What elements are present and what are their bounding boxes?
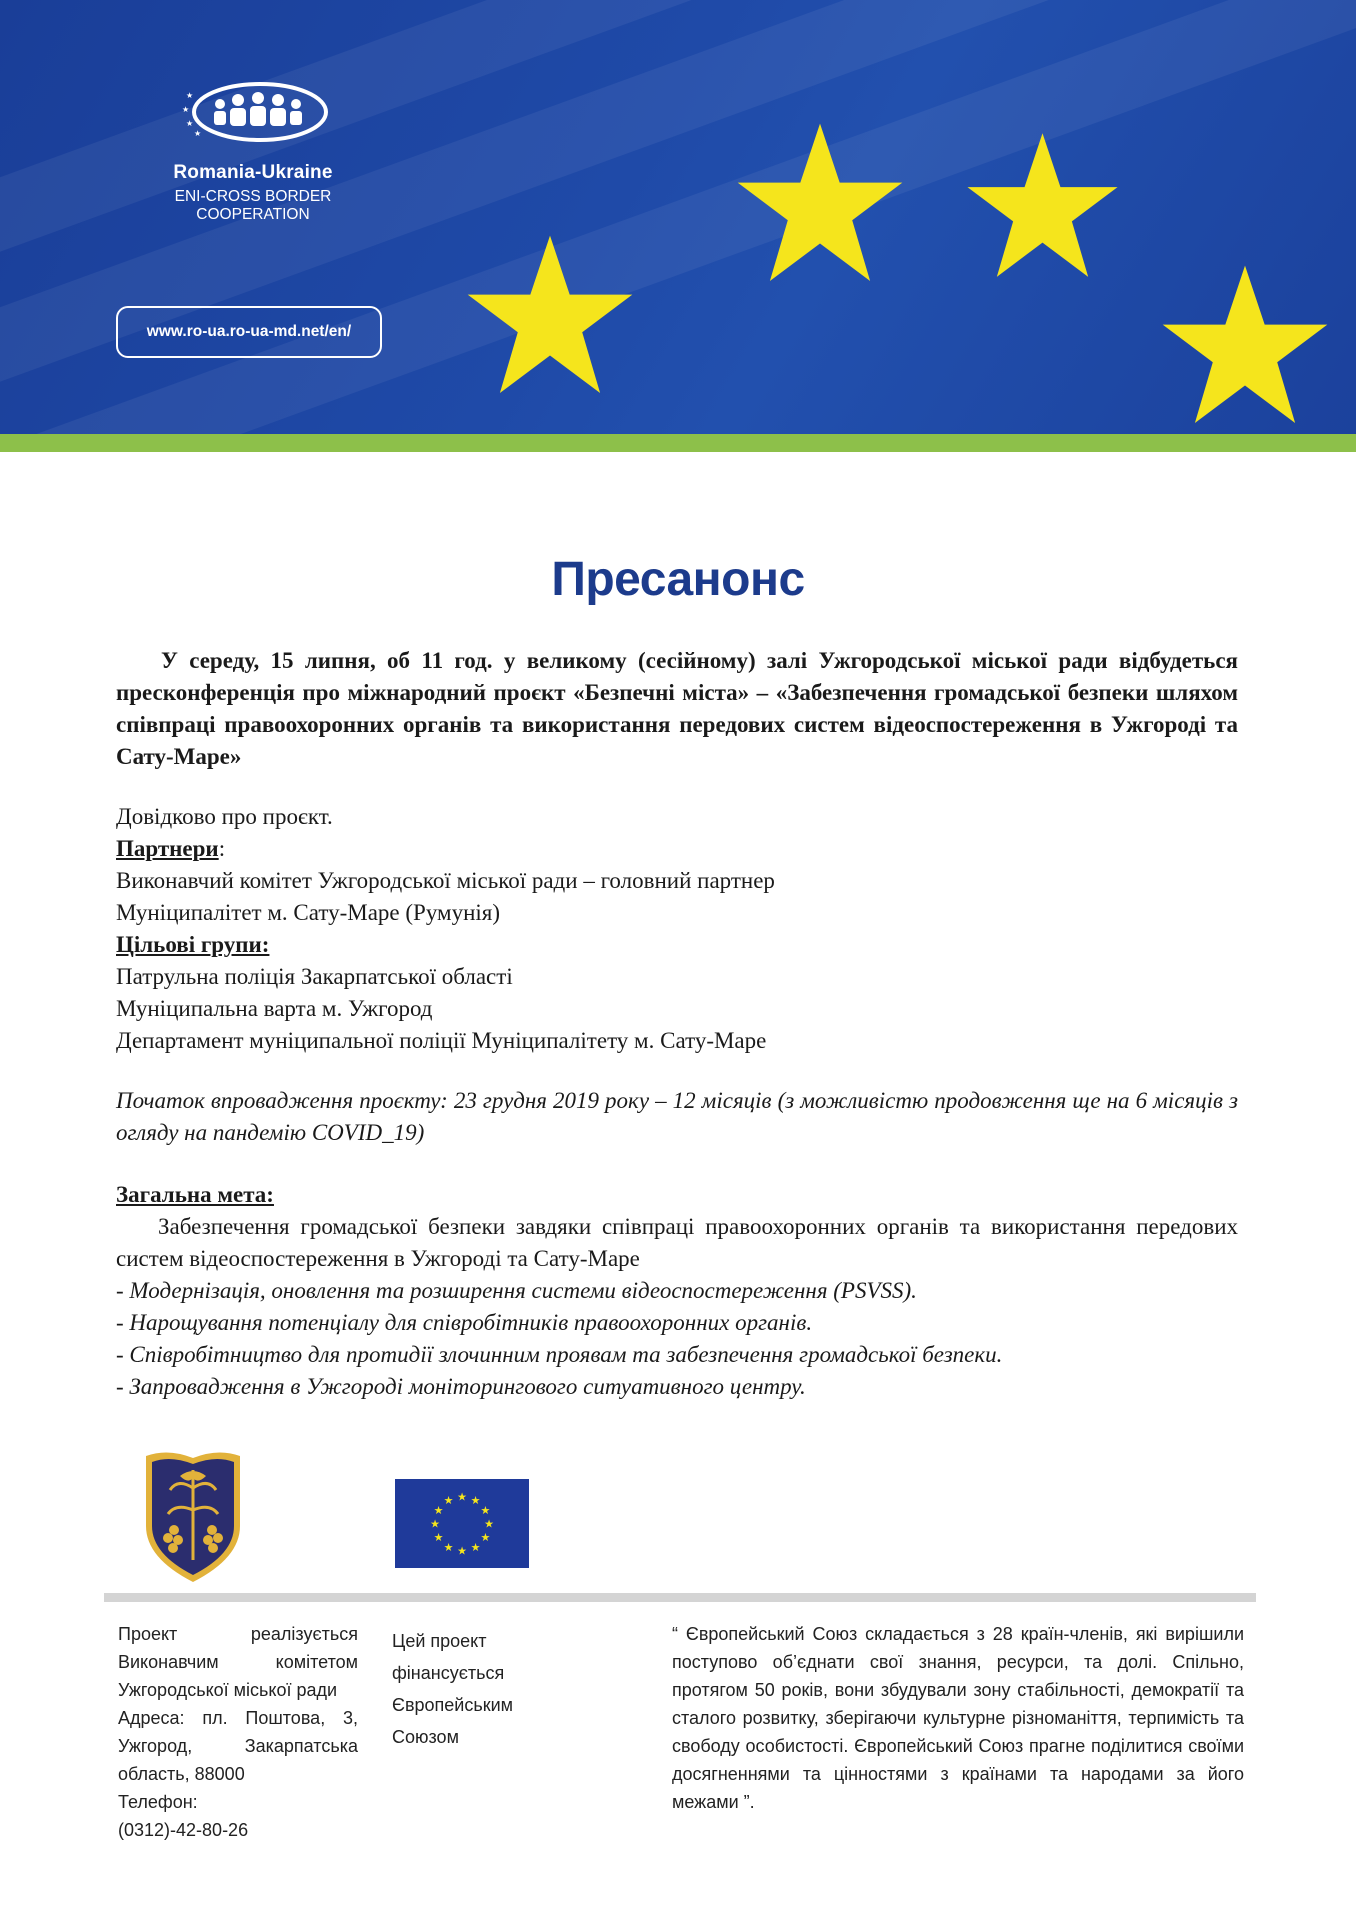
program-logo-title: Romania-Ukraine — [173, 162, 333, 183]
footer-address: Адреса: пл. Поштова, 3, Ужгород, Закарпатська область, 88000 — [118, 1708, 358, 1784]
page-title: Пресанонс — [551, 553, 805, 606]
goal-text: Забезпечення громадської безпеки завдяки співпраці правоохоронних органів та використання передових систем відеоспостереження в Ужгороді та Сату-Маре — [116, 1214, 1238, 1271]
eu-flag-star-icon: ★ — [433, 1531, 444, 1544]
eu-flag-star-icon: ★ — [433, 1504, 444, 1517]
footer-funding-line: Цей проект — [392, 1631, 487, 1651]
eu-flag-stars-icon — [395, 1479, 529, 1568]
eu-flag-star-icon: ★ — [470, 1540, 481, 1554]
goal-item-text: Співробітництво для протидії злочинним проявам та забезпечення громадської безпеки. — [129, 1342, 1003, 1367]
target-groups-heading — [116, 929, 1238, 961]
footer-funding-line: Союзом — [392, 1727, 459, 1747]
eu-star-icon — [960, 130, 1125, 285]
footer-funding — [392, 1625, 552, 1753]
eu-flag-star-icon: ★ — [443, 1494, 454, 1508]
goal-item-dash: - — [116, 1278, 130, 1303]
goal-item-dash: - — [116, 1310, 130, 1335]
project-start: Початок впровадження проєкту: 23 грудня 2019 року – 12 місяців (з можливістю продовження ще на 6 місяців з огляду на пандемію COVID_19) — [116, 1088, 1238, 1145]
goal-heading: Загальна мета: — [116, 1182, 274, 1207]
eu-flag-star-icon: ★ — [457, 1490, 467, 1504]
partners-colon: : — [218, 836, 226, 861]
eu-flag-star-icon: ★ — [484, 1517, 494, 1531]
footer-phone: (0312)-42-80-26 — [118, 1820, 249, 1840]
goal-item-text: Модернізація, оновлення та розширення системи відеоспостереження (PSVSS). — [129, 1278, 917, 1303]
footer-phone-label: Телефон: — [118, 1792, 198, 1812]
target-groups-label: Цільові групи: — [116, 932, 270, 957]
eu-flag-star-icon: ★ — [480, 1531, 491, 1544]
footer-implementer — [118, 1620, 358, 1844]
eu-star-icon — [730, 120, 910, 290]
target-group-item: Департамент муніципальної поліції Муніципалітету м. Сату-Маре — [116, 1028, 767, 1053]
footer-funding-line: Європейським — [392, 1695, 514, 1715]
footer-eu-quote: “ Європейський Союз складається з 28 країн-членів, які вирішили поступово об’єднати свої знання, ресурси, та долі. Спільно, протягом 50 років, вони збудували зону стабільності, демократії та сталого розвитку, зберігаючи культурне різноманіття, терпимість та свободу особистості. Європейський Союз прагне поділитися своїми досягненнями та цінностями з країнами та народами за його межами ”. — [672, 1624, 1244, 1812]
footer-divider — [104, 1593, 1256, 1602]
eu-flag-star-icon: ★ — [480, 1504, 491, 1517]
people-circle-icon — [180, 82, 330, 144]
eu-star-icon — [460, 232, 640, 402]
target-group-item: Муніципальна варта м. Ужгород — [116, 996, 433, 1021]
partners-heading — [116, 833, 1238, 865]
eu-star-icon — [1155, 262, 1335, 432]
general-goal — [116, 1179, 1238, 1403]
footer-implementer-text: Проект реалізується Виконавчим комітетом Ужгородської міської ради — [118, 1624, 358, 1700]
eu-flag-icon — [395, 1479, 529, 1568]
goal-item — [116, 1339, 1238, 1371]
svg-text:★: ★ — [182, 105, 190, 114]
eu-flag-star-icon: ★ — [430, 1517, 440, 1531]
goal-item — [116, 1307, 1238, 1339]
lead-paragraph: У середу, 15 липня, об 11 год. у великому (сесійному) залі Ужгородської міської ради відбудеться пресконференція про міжнародний проєкт «Безпечні міста» – «Забезпечення громадської безпеки шляхом співпраці правоохоронних органів та використання передових систем відеоспостереження в Ужгороді та Сату-Маре» — [116, 648, 1238, 769]
project-info — [116, 801, 1238, 1057]
partner-item: Виконавчий комітет Ужгородської міської ради – головний партнер — [116, 868, 775, 893]
goal-item-dash: - — [116, 1342, 130, 1367]
footer-funding-line: фінансується — [392, 1663, 505, 1683]
eu-flag-star-icon: ★ — [443, 1540, 454, 1554]
header-banner — [0, 0, 1356, 452]
goal-item — [116, 1371, 1238, 1403]
program-logo-subtitle: ENI-CROSS BORDER COOPERATION — [174, 188, 332, 223]
eu-flag-star-icon: ★ — [457, 1544, 467, 1558]
partners-label: Партнери — [116, 836, 219, 861]
svg-text:★: ★ — [186, 91, 194, 100]
target-group-item: Патрульна поліція Закарпатської області — [116, 964, 513, 989]
goal-item-text: Запровадження в Ужгороді моніторингового ситуативного центру. — [129, 1374, 806, 1399]
website-link[interactable]: www.ro-ua.ro-ua-md.net/en/ — [116, 306, 382, 358]
goal-item — [116, 1275, 1238, 1307]
info-intro: Довідково про проєкт. — [116, 804, 333, 829]
green-divider-bar — [0, 434, 1356, 452]
uzhhorod-coat-of-arms-icon — [138, 1448, 248, 1586]
svg-text:★: ★ — [194, 129, 202, 138]
goal-item-text: Нарощування потенціалу для співробітників правоохоронних органів. — [129, 1310, 813, 1335]
svg-text:★: ★ — [186, 119, 194, 128]
partner-item: Муніципалітет м. Сату-Маре (Румунія) — [116, 900, 501, 925]
goal-item-dash: - — [116, 1374, 130, 1399]
eu-flag-star-icon: ★ — [470, 1494, 481, 1508]
